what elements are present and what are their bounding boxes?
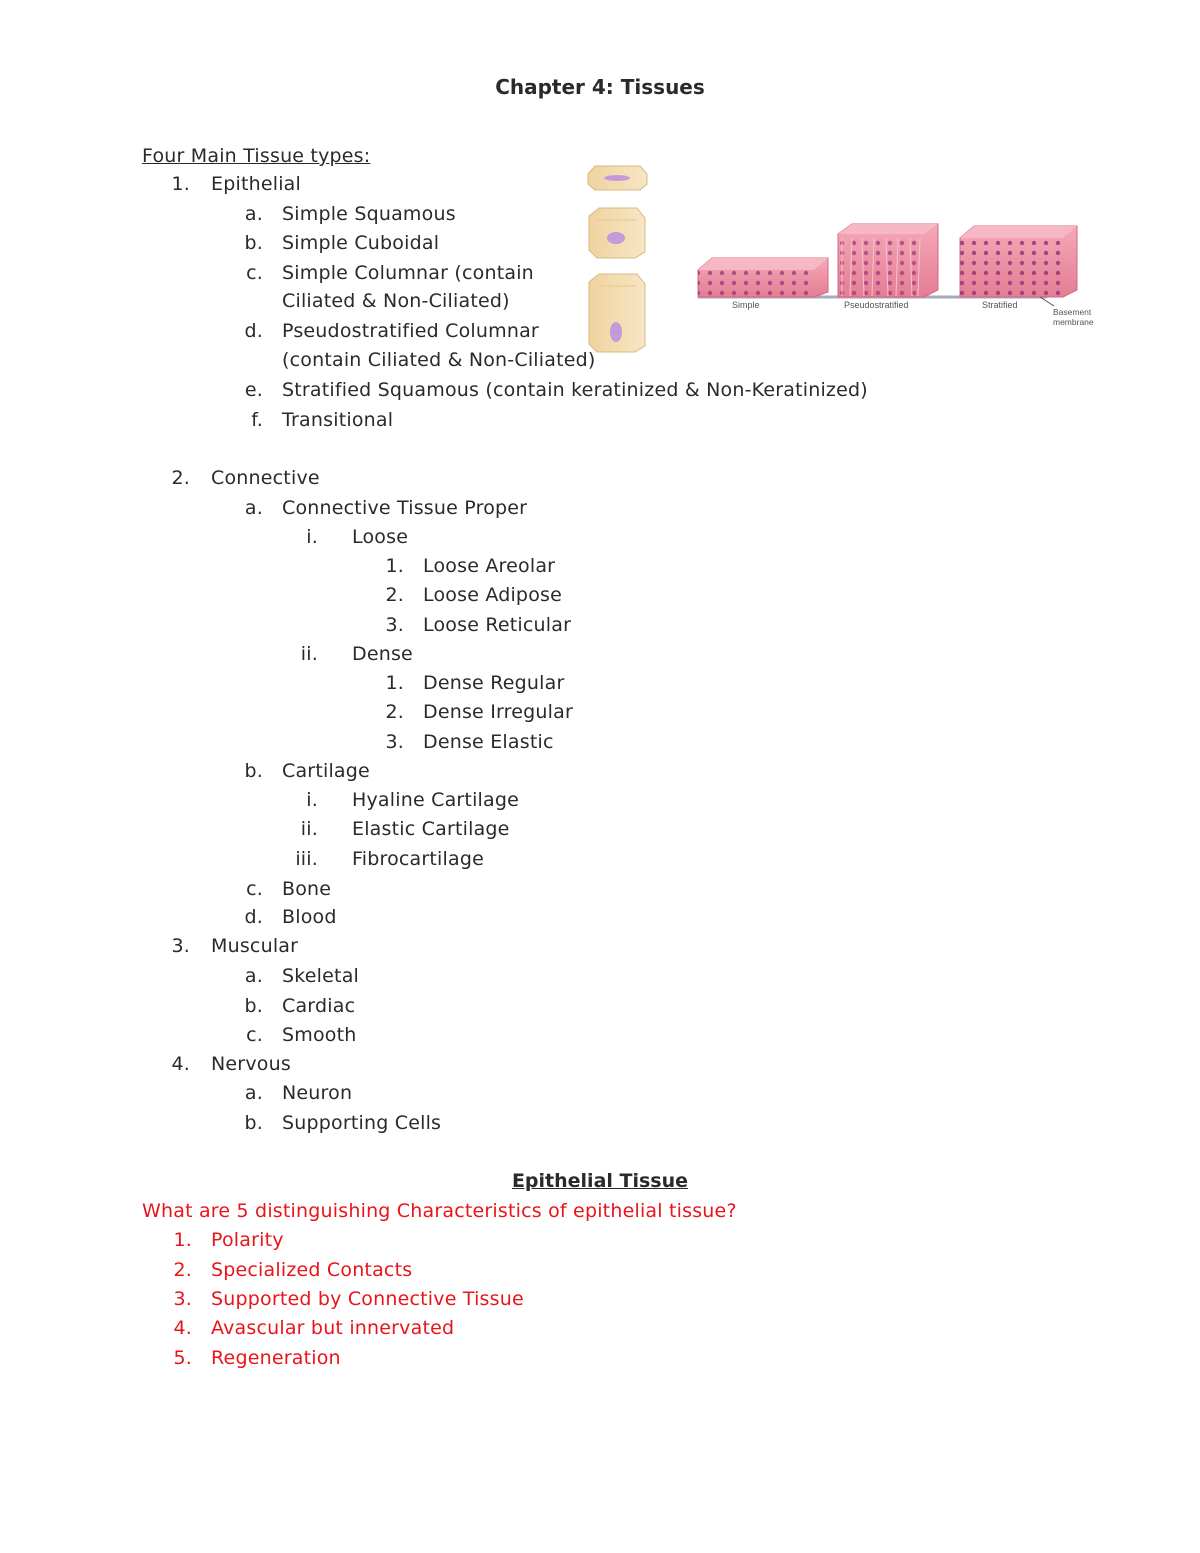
list-item: Stratified Squamous (contain keratinized & Non-Keratinized) <box>282 379 868 401</box>
list-marker: b. <box>244 760 263 782</box>
answer-item: Regeneration <box>211 1347 341 1369</box>
list-item: Blood <box>282 906 337 928</box>
list-item: Transitional <box>282 409 394 431</box>
simple-epithelium-block <box>698 258 828 297</box>
stratified-epithelium-block <box>960 226 1077 297</box>
list-item: Hyaline Cartilage <box>352 789 520 811</box>
list-item: Connective Tissue Proper <box>282 497 528 519</box>
list-marker: 2. <box>171 467 190 489</box>
list-marker: 2. <box>385 701 404 723</box>
list-marker: b. <box>244 232 263 254</box>
list-item-continued: Ciliated & Non-Ciliated) <box>282 290 510 312</box>
list-marker: 3. <box>385 614 404 636</box>
list-item: Loose <box>352 526 409 548</box>
section-title-epithelial: Epithelial Tissue <box>511 1170 689 1192</box>
epithelial-layers-illustration <box>692 208 1102 332</box>
list-marker: i. <box>306 789 318 811</box>
list-item: Muscular <box>211 935 299 957</box>
list-marker: d. <box>244 906 263 928</box>
list-marker: b. <box>244 1112 263 1134</box>
answer-marker: 5. <box>173 1347 192 1369</box>
answer-marker: 2. <box>173 1259 192 1281</box>
list-item: Dense Regular <box>423 672 565 694</box>
list-item: Neuron <box>282 1082 353 1104</box>
list-marker: iii. <box>295 848 318 870</box>
list-marker: d. <box>244 320 263 342</box>
list-item: Elastic Cartilage <box>352 818 510 840</box>
label-simple: Simple <box>732 300 760 310</box>
list-item: Dense <box>352 643 413 665</box>
list-marker: c. <box>246 1024 263 1046</box>
list-item: Loose Areolar <box>423 555 556 577</box>
list-item: Simple Squamous <box>282 203 456 225</box>
answer-item: Supported by Connective Tissue <box>211 1288 524 1310</box>
list-marker: 3. <box>171 935 190 957</box>
list-item: Epithelial <box>211 173 302 195</box>
list-item: Loose Adipose <box>423 584 563 606</box>
answer-marker: 3. <box>173 1288 192 1310</box>
list-marker: 2. <box>385 584 404 606</box>
question-text: What are 5 distinguishing Characteristics of epithelial tissue? <box>142 1200 737 1222</box>
list-marker: f. <box>251 409 263 431</box>
list-item: Loose Reticular <box>423 614 572 636</box>
list-item: Simple Columnar (contain <box>282 262 534 284</box>
columnar-cell-icon <box>589 274 645 352</box>
page-title: Chapter 4: Tissues <box>495 75 705 99</box>
list-item: Smooth <box>282 1024 357 1046</box>
label-membrane: membrane <box>1053 317 1094 327</box>
section-heading: Four Main Tissue types: <box>142 145 371 167</box>
list-marker: e. <box>244 379 263 401</box>
list-item: Skeletal <box>282 965 360 987</box>
list-marker: c. <box>246 262 263 284</box>
list-item: Fibrocartilage <box>352 848 485 870</box>
list-item: Cartilage <box>282 760 370 782</box>
list-marker: a. <box>244 203 263 225</box>
list-item: Supporting Cells <box>282 1112 442 1134</box>
answer-item: Avascular but innervated <box>211 1317 455 1339</box>
list-marker: a. <box>244 1082 263 1104</box>
list-marker: ii. <box>300 643 318 665</box>
list-item: Cardiac <box>282 995 356 1017</box>
cell-shapes-illustration <box>585 158 650 354</box>
list-marker: a. <box>244 497 263 519</box>
list-item: Connective <box>211 467 320 489</box>
answer-item: Polarity <box>211 1229 284 1251</box>
answer-marker: 1. <box>173 1229 192 1251</box>
list-item: Pseudostratified Columnar <box>282 320 539 342</box>
cuboidal-cell-icon <box>589 208 645 258</box>
list-marker: 4. <box>171 1053 190 1075</box>
list-marker: ii. <box>300 818 318 840</box>
answer-item: Specialized Contacts <box>211 1259 413 1281</box>
answer-marker: 4. <box>173 1317 192 1339</box>
list-marker: i. <box>306 526 318 548</box>
list-marker: b. <box>244 995 263 1017</box>
squamous-cell-icon <box>588 166 647 190</box>
label-pseudostratified: Pseudostratified <box>844 300 909 310</box>
label-stratified: Stratified <box>982 300 1018 310</box>
list-item: Dense Irregular <box>423 701 573 723</box>
list-marker: 1. <box>171 173 190 195</box>
list-item: Simple Cuboidal <box>282 232 440 254</box>
list-item: Bone <box>282 878 332 900</box>
list-marker: 1. <box>385 672 404 694</box>
pseudostratified-epithelium-block <box>838 224 938 297</box>
list-marker: 3. <box>385 731 404 753</box>
list-marker: c. <box>246 878 263 900</box>
list-item: Nervous <box>211 1053 291 1075</box>
list-marker: 1. <box>385 555 404 577</box>
label-basement: Basement <box>1053 307 1092 317</box>
list-item: Dense Elastic <box>423 731 554 753</box>
list-marker: a. <box>244 965 263 987</box>
list-item-continued: (contain Ciliated & Non-Ciliated) <box>282 349 596 371</box>
